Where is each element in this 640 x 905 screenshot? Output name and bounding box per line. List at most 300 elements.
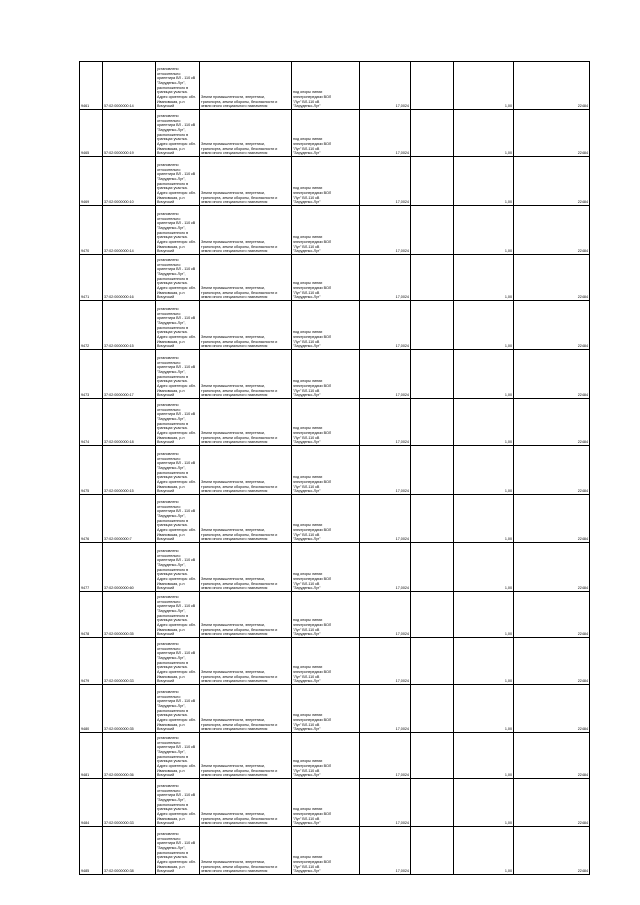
location-line: "Заруденко-Луг",	[157, 563, 186, 568]
location-line: ориентира ВЛ - 110 кВ	[157, 558, 196, 563]
row-number: 9469	[80, 157, 103, 206]
location-line: "Заруденко-Луг",	[157, 466, 186, 471]
location-line: границах участка.	[157, 713, 188, 718]
share-value: 1,00	[454, 301, 514, 350]
category-line: Земли промышленности, энергетики,	[201, 335, 265, 340]
category-line: земли иного специального назначения	[201, 249, 268, 254]
land-category	[200, 446, 292, 495]
category-line: транспорта, земли обороны, безопасности и	[201, 768, 278, 773]
use-line: под опоры линии	[293, 807, 323, 812]
use-line: "Заруденко-Луг"	[293, 249, 321, 254]
location-line: ориентира ВЛ - 110 кВ	[157, 267, 196, 272]
location-line: Вичугский	[157, 104, 175, 109]
location-line: "Заруденко-Луг",	[157, 798, 186, 803]
use-line: электропередачи ВОЛ	[293, 240, 332, 245]
location-line: границах участка.	[157, 186, 188, 191]
category-line: Земли промышленности, энергетики,	[201, 142, 265, 147]
location-line: Вичугский	[157, 727, 175, 732]
table-row	[80, 827, 590, 875]
empty-cell	[411, 592, 454, 638]
location-line: "Заруденко-Луг",	[157, 370, 186, 375]
use-line: "Заруденко-Луг"	[293, 104, 321, 109]
location-line: ориентира ВЛ - 110 кВ	[157, 316, 196, 321]
table-row	[80, 399, 590, 446]
category-line: Земли промышленности, энергетики,	[201, 286, 265, 291]
location-line: Адрес ориентира: обл.	[157, 812, 196, 817]
permitted-use	[292, 399, 360, 446]
code-value: 22484	[514, 301, 590, 350]
location-line: границах участка.	[157, 379, 188, 384]
location-line: границах участка.	[157, 330, 188, 335]
empty-cell	[411, 110, 454, 157]
land-category	[200, 110, 292, 157]
location-line: Адрес ориентира: обл.	[157, 191, 196, 196]
row-number: 9477	[80, 543, 103, 592]
category-line: Земли промышленности, энергетики,	[201, 431, 265, 436]
location-line: Адрес ориентира: обл.	[157, 431, 196, 436]
use-line: электропередачи ВОЛ	[293, 384, 332, 389]
use-line: электропередачи ВОЛ	[293, 670, 332, 675]
use-line: "Луг" ВЛ-110 кВ	[293, 435, 320, 440]
location-line: расположенного в	[157, 754, 189, 759]
category-line: земли иного специального назначения	[201, 151, 268, 156]
permitted-use	[292, 301, 360, 350]
category-line: транспорта, земли обороны, безопасности и	[201, 244, 278, 249]
location-line: Ивановская, р-н	[157, 244, 185, 249]
location-line: расположенного в	[157, 325, 189, 330]
area-value: 17,0024	[360, 827, 411, 875]
category-line: транспорта, земли обороны, безопасности и	[201, 435, 278, 440]
share-value: 1,00	[454, 779, 514, 827]
category-line: транспорта, земли обороны, безопасности и	[201, 816, 278, 821]
location-line: относительно	[157, 599, 181, 604]
code-value: 22484	[514, 685, 590, 733]
category-line: транспорта, земли обороны, безопасности и	[201, 146, 278, 151]
location-description	[156, 779, 200, 827]
empty-cell	[411, 62, 454, 110]
empty-cell	[411, 206, 454, 255]
land-category	[200, 638, 292, 685]
location-line: установлено	[157, 832, 179, 837]
location-line: установлено	[157, 595, 179, 600]
location-line: "Заруденко-Луг",	[157, 656, 186, 661]
table-row	[80, 301, 590, 350]
use-line: электропередачи ВОЛ	[293, 764, 332, 769]
location-line: "Заруденко-Луг",	[157, 514, 186, 519]
row-number: 9480	[80, 685, 103, 733]
use-line: "Заруденко-Луг"	[293, 393, 321, 398]
location-line: Адрес ориентира: обл.	[157, 240, 196, 245]
row-number: 9485	[80, 827, 103, 875]
location-line: ориентира ВЛ - 110 кВ	[157, 412, 196, 417]
land-category	[200, 543, 292, 592]
location-line: Вичугский	[157, 869, 175, 874]
use-line: "Луг" ВЛ-110 кВ	[293, 532, 320, 537]
location-line: Вичугский	[157, 295, 175, 300]
location-line: границах участка.	[157, 426, 188, 431]
category-line: Земли промышленности, энергетики,	[201, 718, 265, 723]
row-number: 9465	[80, 110, 103, 157]
use-line: под опоры линии	[293, 475, 323, 480]
permitted-use	[292, 592, 360, 638]
location-line: Адрес ориентира: обл.	[157, 384, 196, 389]
category-line: земли иного специального назначения	[201, 869, 268, 874]
use-line: под опоры линии	[293, 379, 323, 384]
use-line: "Луг" ВЛ-110 кВ	[293, 99, 320, 104]
location-line: относительно	[157, 407, 181, 412]
code-value: 22484	[514, 733, 590, 779]
location-line: ориентира ВЛ - 110 кВ	[157, 604, 196, 609]
location-line: установлено	[157, 163, 179, 168]
location-line: Ивановская, р-н	[157, 816, 185, 821]
area-value: 17,0024	[360, 592, 411, 638]
location-line: относительно	[157, 360, 181, 365]
use-line: под опоры линии	[293, 759, 323, 764]
category-line: Земли промышленности, энергетики,	[201, 384, 265, 389]
category-line: транспорта, земли обороны, безопасности и	[201, 864, 278, 869]
location-line: установлено	[157, 212, 179, 217]
location-line: расположенного в	[157, 850, 189, 855]
table-row	[80, 592, 590, 638]
location-line: расположенного в	[157, 374, 189, 379]
location-line: Вичугский	[157, 586, 175, 591]
share-value: 1,00	[454, 62, 514, 110]
location-line: установлено	[157, 690, 179, 695]
location-line: Ивановская, р-н	[157, 195, 185, 200]
location-line: Адрес ориентира: обл.	[157, 718, 196, 723]
location-line: установлено	[157, 307, 179, 312]
use-line: "Луг" ВЛ-110 кВ	[293, 768, 320, 773]
location-line: "Заруденко-Луг",	[157, 226, 186, 231]
category-line: Земли промышленности, энергетики,	[201, 670, 265, 675]
location-line: Адрес ориентира: обл.	[157, 142, 196, 147]
location-line: относительно	[157, 118, 181, 123]
category-line: транспорта, земли обороны, безопасности и	[201, 627, 278, 632]
empty-cell	[411, 301, 454, 350]
land-category	[200, 350, 292, 399]
use-line: под опоры линии	[293, 281, 323, 286]
empty-cell	[411, 399, 454, 446]
location-line: границах участка.	[157, 618, 188, 623]
location-line: расположенного в	[157, 613, 189, 618]
table-row	[80, 157, 590, 206]
cadastral-number: 37:02:0000000:36	[103, 733, 156, 779]
row-number: 9476	[80, 495, 103, 543]
land-category	[200, 206, 292, 255]
cadastral-number: 37:02:0000000:38	[103, 827, 156, 875]
location-line: расположенного в	[157, 181, 189, 186]
empty-cell	[411, 779, 454, 827]
location-line: "Заруденко-Луг",	[157, 128, 186, 133]
location-line: ориентира ВЛ - 110 кВ	[157, 793, 196, 798]
use-line: электропередачи ВОЛ	[293, 577, 332, 582]
share-value: 1,00	[454, 110, 514, 157]
location-description	[156, 827, 200, 875]
use-line: "Заруденко-Луг"	[293, 489, 321, 494]
location-line: Адрес ориентира: обл.	[157, 764, 196, 769]
empty-cell	[411, 638, 454, 685]
location-line: установлено	[157, 258, 179, 263]
use-line: под опоры линии	[293, 855, 323, 860]
location-line: относительно	[157, 311, 181, 316]
table-body	[80, 62, 590, 875]
category-line: земли иного специального назначения	[201, 295, 268, 300]
permitted-use	[292, 206, 360, 255]
area-value: 17,0024	[360, 157, 411, 206]
location-line: относительно	[157, 646, 181, 651]
share-value: 1,00	[454, 685, 514, 733]
use-line: "Заруденко-Луг"	[293, 727, 321, 732]
area-value: 17,0024	[360, 685, 411, 733]
cadastral-number: 37:02:0000000:18	[103, 399, 156, 446]
location-line: "Заруденко-Луг",	[157, 417, 186, 422]
location-description	[156, 446, 200, 495]
code-value: 22484	[514, 157, 590, 206]
location-line: "Заруденко-Луг",	[157, 750, 186, 755]
location-line: Адрес ориентира: обл.	[157, 623, 196, 628]
share-value: 1,00	[454, 827, 514, 875]
location-line: Ивановская, р-н	[157, 388, 185, 393]
area-value: 17,0024	[360, 446, 411, 495]
share-value: 1,00	[454, 157, 514, 206]
location-line: установлено	[157, 403, 179, 408]
location-line: расположенного в	[157, 660, 189, 665]
location-line: Адрес ориентира: обл.	[157, 670, 196, 675]
location-line: установлено	[157, 356, 179, 361]
category-line: земли иного специального назначения	[201, 679, 268, 684]
cadastral-number: 37:02:0000000:17	[103, 350, 156, 399]
location-line: ориентира ВЛ - 110 кВ	[157, 699, 196, 704]
empty-cell	[411, 827, 454, 875]
location-line: ориентира ВЛ - 110 кВ	[157, 509, 196, 514]
land-category	[200, 255, 292, 301]
use-line: электропередачи ВОЛ	[293, 431, 332, 436]
cadastral-number: 57:02:0000000:19	[103, 110, 156, 157]
use-line: электропередачи ВОЛ	[293, 95, 332, 100]
location-line: Вичугский	[157, 151, 175, 156]
location-line: Адрес ориентира: обл.	[157, 286, 196, 291]
location-line: границах участка.	[157, 475, 188, 480]
category-line: земли иного специального назначения	[201, 537, 268, 542]
code-value: 22484	[514, 543, 590, 592]
table-row	[80, 685, 590, 733]
location-line: Ивановская, р-н	[157, 339, 185, 344]
category-line: земли иного специального назначения	[201, 821, 268, 826]
location-line: установлено	[157, 500, 179, 505]
permitted-use	[292, 255, 360, 301]
use-line: "Луг" ВЛ-110 кВ	[293, 722, 320, 727]
empty-cell	[411, 255, 454, 301]
share-value: 1,00	[454, 638, 514, 685]
land-category	[200, 592, 292, 638]
permitted-use	[292, 543, 360, 592]
category-line: земли иного специального назначения	[201, 344, 268, 349]
area-value: 17,0024	[360, 62, 411, 110]
category-line: транспорта, земли обороны, безопасности и	[201, 290, 278, 295]
category-line: Земли промышленности, энергетики,	[201, 623, 265, 628]
category-line: Земли промышленности, энергетики,	[201, 240, 265, 245]
location-line: Вичугский	[157, 393, 175, 398]
use-line: "Луг" ВЛ-110 кВ	[293, 195, 320, 200]
location-line: относительно	[157, 504, 181, 509]
location-line: Адрес ориентира: обл.	[157, 480, 196, 485]
empty-cell	[411, 350, 454, 399]
row-number: 9471	[80, 255, 103, 301]
location-line: ориентира ВЛ - 110 кВ	[157, 461, 196, 466]
land-category	[200, 399, 292, 446]
permitted-use	[292, 779, 360, 827]
area-value: 17,0024	[360, 206, 411, 255]
category-line: земли иного специального назначения	[201, 632, 268, 637]
location-line: относительно	[157, 216, 181, 221]
empty-cell	[411, 543, 454, 592]
location-line: границах участка.	[157, 759, 188, 764]
use-line: "Луг" ВЛ-110 кВ	[293, 484, 320, 489]
use-line: "Луг" ВЛ-110 кВ	[293, 627, 320, 632]
area-value: 17,0024	[360, 399, 411, 446]
location-line: относительно	[157, 456, 181, 461]
location-line: границах участка.	[157, 807, 188, 812]
use-line: под опоры линии	[293, 330, 323, 335]
use-line: под опоры линии	[293, 523, 323, 528]
code-value: 22484	[514, 779, 590, 827]
use-line: "Луг" ВЛ-110 кВ	[293, 674, 320, 679]
cadastral-number: 37:02:0000000:7	[103, 495, 156, 543]
location-line: границах участка.	[157, 665, 188, 670]
location-line: относительно	[157, 71, 181, 76]
row-number: 9478	[80, 592, 103, 638]
category-line: Земли промышленности, энергетики,	[201, 577, 265, 582]
land-category	[200, 827, 292, 875]
row-number: 9479	[80, 638, 103, 685]
cadastral-number: 57:02:0000000:14	[103, 62, 156, 110]
location-line: относительно	[157, 553, 181, 558]
permitted-use	[292, 638, 360, 685]
category-line: Земли промышленности, энергетики,	[201, 528, 265, 533]
location-description	[156, 399, 200, 446]
table-row	[80, 62, 590, 110]
share-value: 1,00	[454, 399, 514, 446]
use-line: "Заруденко-Луг"	[293, 869, 321, 874]
location-description	[156, 206, 200, 255]
share-value: 1,00	[454, 543, 514, 592]
permitted-use	[292, 350, 360, 399]
permitted-use	[292, 685, 360, 733]
area-value: 17,0024	[360, 543, 411, 592]
location-line: Вичугский	[157, 537, 175, 542]
use-line: под опоры линии	[293, 713, 323, 718]
use-line: электропередачи ВОЛ	[293, 286, 332, 291]
location-line: "Заруденко-Луг",	[157, 272, 186, 277]
location-line: "Заруденко-Луг",	[157, 846, 186, 851]
location-line: Ивановская, р-н	[157, 532, 185, 537]
row-number: 9481	[80, 733, 103, 779]
use-line: "Заруденко-Луг"	[293, 295, 321, 300]
use-line: "Заруденко-Луг"	[293, 440, 321, 445]
row-number: 9484	[80, 779, 103, 827]
empty-cell	[411, 495, 454, 543]
share-value: 1,00	[454, 495, 514, 543]
use-line: "Заруденко-Луг"	[293, 679, 321, 684]
code-value: 22484	[514, 827, 590, 875]
location-line: ориентира ВЛ - 110 кВ	[157, 76, 196, 81]
cadastral-number: 37:02:0000000:60	[103, 543, 156, 592]
code-value: 22484	[514, 638, 590, 685]
location-line: расположенного в	[157, 276, 189, 281]
table-row	[80, 206, 590, 255]
code-value: 22484	[514, 350, 590, 399]
location-description	[156, 733, 200, 779]
category-line: Земли промышленности, энергетики,	[201, 764, 265, 769]
permitted-use	[292, 62, 360, 110]
land-parcels-table	[79, 61, 590, 875]
table-row	[80, 733, 590, 779]
land-category	[200, 495, 292, 543]
use-line: "Луг" ВЛ-110 кВ	[293, 290, 320, 295]
use-line: под опоры линии	[293, 665, 323, 670]
land-category	[200, 157, 292, 206]
row-number: 9472	[80, 301, 103, 350]
location-line: расположенного в	[157, 85, 189, 90]
table-row	[80, 543, 590, 592]
area-value: 17,0024	[360, 255, 411, 301]
use-line: "Луг" ВЛ-110 кВ	[293, 816, 320, 821]
category-line: земли иного специального назначения	[201, 773, 268, 778]
location-line: установлено	[157, 114, 179, 119]
location-line: границах участка.	[157, 281, 188, 286]
location-description	[156, 62, 200, 110]
location-line: расположенного в	[157, 708, 189, 713]
location-line: установлено	[157, 736, 179, 741]
location-line: ориентира ВЛ - 110 кВ	[157, 841, 196, 846]
location-line: относительно	[157, 740, 181, 745]
location-line: Вичугский	[157, 344, 175, 349]
table-row	[80, 495, 590, 543]
location-line: границах участка.	[157, 137, 188, 142]
share-value: 1,00	[454, 446, 514, 495]
location-line: Ивановская, р-н	[157, 484, 185, 489]
permitted-use	[292, 733, 360, 779]
use-line: под опоры линии	[293, 426, 323, 431]
cadastral-number: 37:02:0000000:15	[103, 446, 156, 495]
location-line: относительно	[157, 262, 181, 267]
category-line: Земли промышленности, энергетики,	[201, 860, 265, 865]
location-description	[156, 638, 200, 685]
row-number: 9475	[80, 446, 103, 495]
area-value: 17,0024	[360, 495, 411, 543]
land-category	[200, 779, 292, 827]
table-row	[80, 255, 590, 301]
category-line: транспорта, земли обороны, безопасности и	[201, 99, 278, 104]
location-line: расположенного в	[157, 567, 189, 572]
location-line: "Заруденко-Луг",	[157, 177, 186, 182]
cadastral-number: 37:02:0000000:35	[103, 592, 156, 638]
location-line: Вичугский	[157, 440, 175, 445]
location-line: Ивановская, р-н	[157, 581, 185, 586]
location-line: Ивановская, р-н	[157, 290, 185, 295]
use-line: "Заруденко-Луг"	[293, 773, 321, 778]
location-line: ориентира ВЛ - 110 кВ	[157, 221, 196, 226]
code-value: 22484	[514, 592, 590, 638]
location-line: относительно	[157, 167, 181, 172]
area-value: 17,0024	[360, 733, 411, 779]
use-line: электропередачи ВОЛ	[293, 480, 332, 485]
location-line: "Заруденко-Луг",	[157, 704, 186, 709]
share-value: 1,00	[454, 350, 514, 399]
location-line: Ивановская, р-н	[157, 99, 185, 104]
location-line: Ивановская, р-н	[157, 674, 185, 679]
category-line: земли иного специального назначения	[201, 200, 268, 205]
